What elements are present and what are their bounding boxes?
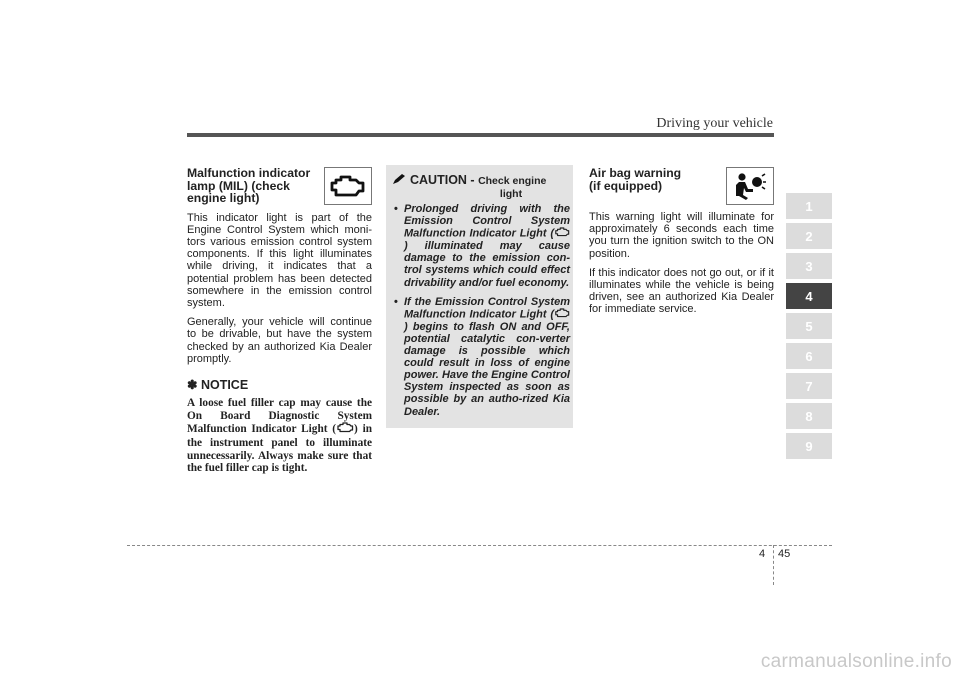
notice-text: A loose fuel filler cap may cause the On Board Diagnostic System Malfunction Indicator Light ( <box>187 397 372 436</box>
chapter-tab-2[interactable]: 2 <box>786 223 832 249</box>
caution-subtitle: light <box>499 188 523 200</box>
bullet: • <box>394 203 398 215</box>
mil-heading <box>187 167 317 205</box>
notice-title: ✽ NOTICE <box>187 377 249 392</box>
bullet: • <box>394 295 398 308</box>
header-rule <box>187 133 774 137</box>
chapter-tab-6[interactable]: 6 <box>786 343 832 369</box>
mil-section <box>187 167 372 482</box>
footer-rule <box>127 545 832 546</box>
airbag-heading-line: (if equipped) <box>589 178 663 193</box>
airbag-heading-line: Air bag warning <box>589 166 682 180</box>
check-engine-icon <box>336 422 354 437</box>
airbag-paragraph-2: If this indicator does not go out, or if it illuminates while the vehicle is being driven, see an authorized Kia Dealer for immediate service. <box>589 266 774 316</box>
caution-box <box>386 165 573 428</box>
chapter-tab-3[interactable]: 3 <box>786 253 832 279</box>
mil-heading-line: lamp (MIL) (check <box>187 178 290 193</box>
chapter-tab-9[interactable]: 9 <box>786 433 832 459</box>
watermark: carmanualsonline.info <box>760 651 952 672</box>
caution-text: ) illuminated may cause damage to the emission con-trol systems which could effect drivability and/or fuel economy. <box>404 240 570 289</box>
chapter-tab-8[interactable]: 8 <box>786 403 832 429</box>
chapter-tab-5[interactable]: 5 <box>786 313 832 339</box>
check-engine-icon <box>554 227 570 240</box>
mil-heading-line: Malfunction indicator <box>187 166 311 180</box>
caution-header <box>392 173 570 200</box>
check-engine-icon <box>329 174 367 198</box>
chapter-tabs <box>786 193 832 463</box>
notice-text: ) in the instrument panel to illuminate unnecessarily. Always make sure that the fuel filler cap is tight. <box>187 423 372 475</box>
airbag-icon-box <box>726 167 774 205</box>
caution-item <box>394 296 570 418</box>
caution-text: If the Emission Control System Malfunction Indicator Light ( <box>404 295 570 321</box>
footer-divider <box>773 545 774 585</box>
check-engine-icon <box>554 308 570 321</box>
check-engine-icon-box <box>324 167 372 205</box>
page-chapter-number: 4 <box>759 548 766 560</box>
page-number: 45 <box>778 548 791 560</box>
airbag-warning-icon <box>733 171 767 201</box>
caution-text: ) begins to flash ON and OFF, potential catalytic con-verter damage is possible which could result in loss of engine power. Have the Engine Control System inspected as soon as possible by an autho-rized Kia Dealer. <box>404 320 570 418</box>
chapter-tab-1[interactable]: 1 <box>786 193 832 219</box>
chapter-tab-4[interactable]: 4 <box>786 283 832 309</box>
pencil-icon <box>392 173 406 185</box>
mil-paragraph-2: Generally, your vehicle will continue to be drivable, but have the system checked by an authorized Kia Dealer promptly. <box>187 316 372 365</box>
notice-body <box>187 397 372 475</box>
caution-label: CAUTION - <box>410 173 475 187</box>
airbag-paragraph-1: This warning light will illuminate for approximately 6 seconds each time you turn the ignition switch to the ON position. <box>589 211 774 260</box>
page-header-title: Driving your vehicle <box>656 116 773 131</box>
chapter-tab-7[interactable]: 7 <box>786 373 832 399</box>
mil-paragraph-1: This indicator light is part of the Engine Control System which moni-tors various emission control system components. If this light illuminates while driving, it indicates that a potential problem has been detected somewhere in the emission control system. <box>187 211 372 309</box>
caution-list <box>394 203 570 425</box>
caution-item <box>394 203 570 289</box>
mil-heading-line: engine light) <box>187 191 260 205</box>
caution-subtitle: Check engine <box>478 175 547 187</box>
caution-text: Prolonged driving with the Emission Control System Malfunction Indicator Light ( <box>404 203 570 240</box>
